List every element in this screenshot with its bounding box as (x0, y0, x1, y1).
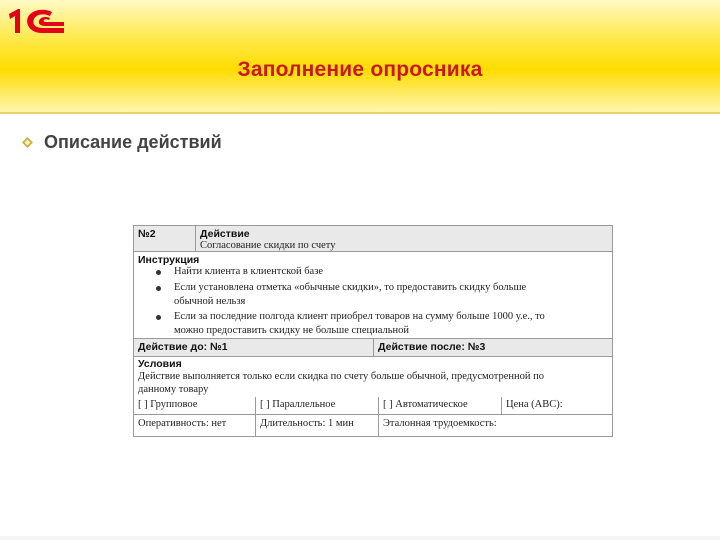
slide-title: Заполнение опросника (237, 58, 483, 81)
automatic-checkbox[interactable]: [ ] Автоматическое (383, 399, 468, 410)
list-bullet (156, 270, 161, 275)
conditions-text: Действие выполняется только если скидка по счету больше обычной, предусмотренной по (138, 371, 545, 382)
duration-field: Длительность: 1 мин (260, 418, 354, 429)
slide-header (0, 0, 720, 112)
list-bullet (156, 286, 161, 291)
parallel-checkbox[interactable]: [ ] Параллельное (260, 399, 336, 410)
footer-strip (0, 536, 720, 540)
instruction-item-continued: обычной нельзя (174, 296, 246, 307)
instruction-item-continued: можно предоставить скидку не больше специальной (174, 325, 409, 336)
1c-logo (6, 6, 68, 36)
action-before-label: Действие до: №1 (138, 341, 228, 353)
instruction-item: Если за последние полгода клиент приобрел товаров на сумму больше 1000 у.е., то (174, 311, 545, 322)
header-divider (0, 112, 720, 114)
instruction-item: Найти клиента в клиентской базе (174, 266, 324, 277)
group-checkbox[interactable]: [ ] Групповое (138, 399, 198, 410)
section-heading: Описание действий (44, 132, 222, 152)
list-bullet (156, 315, 161, 320)
action-label: Действие (200, 228, 250, 240)
diamond-bullet-icon (22, 137, 33, 148)
conditions-label: Условия (138, 358, 182, 370)
labor-field: Эталонная трудоемкость: (383, 418, 497, 429)
price-label: Цена (ABC): (506, 399, 563, 410)
instruction-item: Если установлена отметка «обычные скидки», то предоставить скидку больше (174, 282, 527, 293)
action-value: Согласование скидки по счету (200, 240, 336, 251)
instruction-label: Инструкция (138, 254, 200, 266)
number-label: №2 (138, 228, 156, 240)
action-form (133, 225, 613, 437)
efficiency-field: Оперативность: нет (138, 418, 227, 429)
action-after-label: Действие после: №3 (378, 341, 486, 353)
conditions-text-continued: данному товару (138, 384, 209, 395)
